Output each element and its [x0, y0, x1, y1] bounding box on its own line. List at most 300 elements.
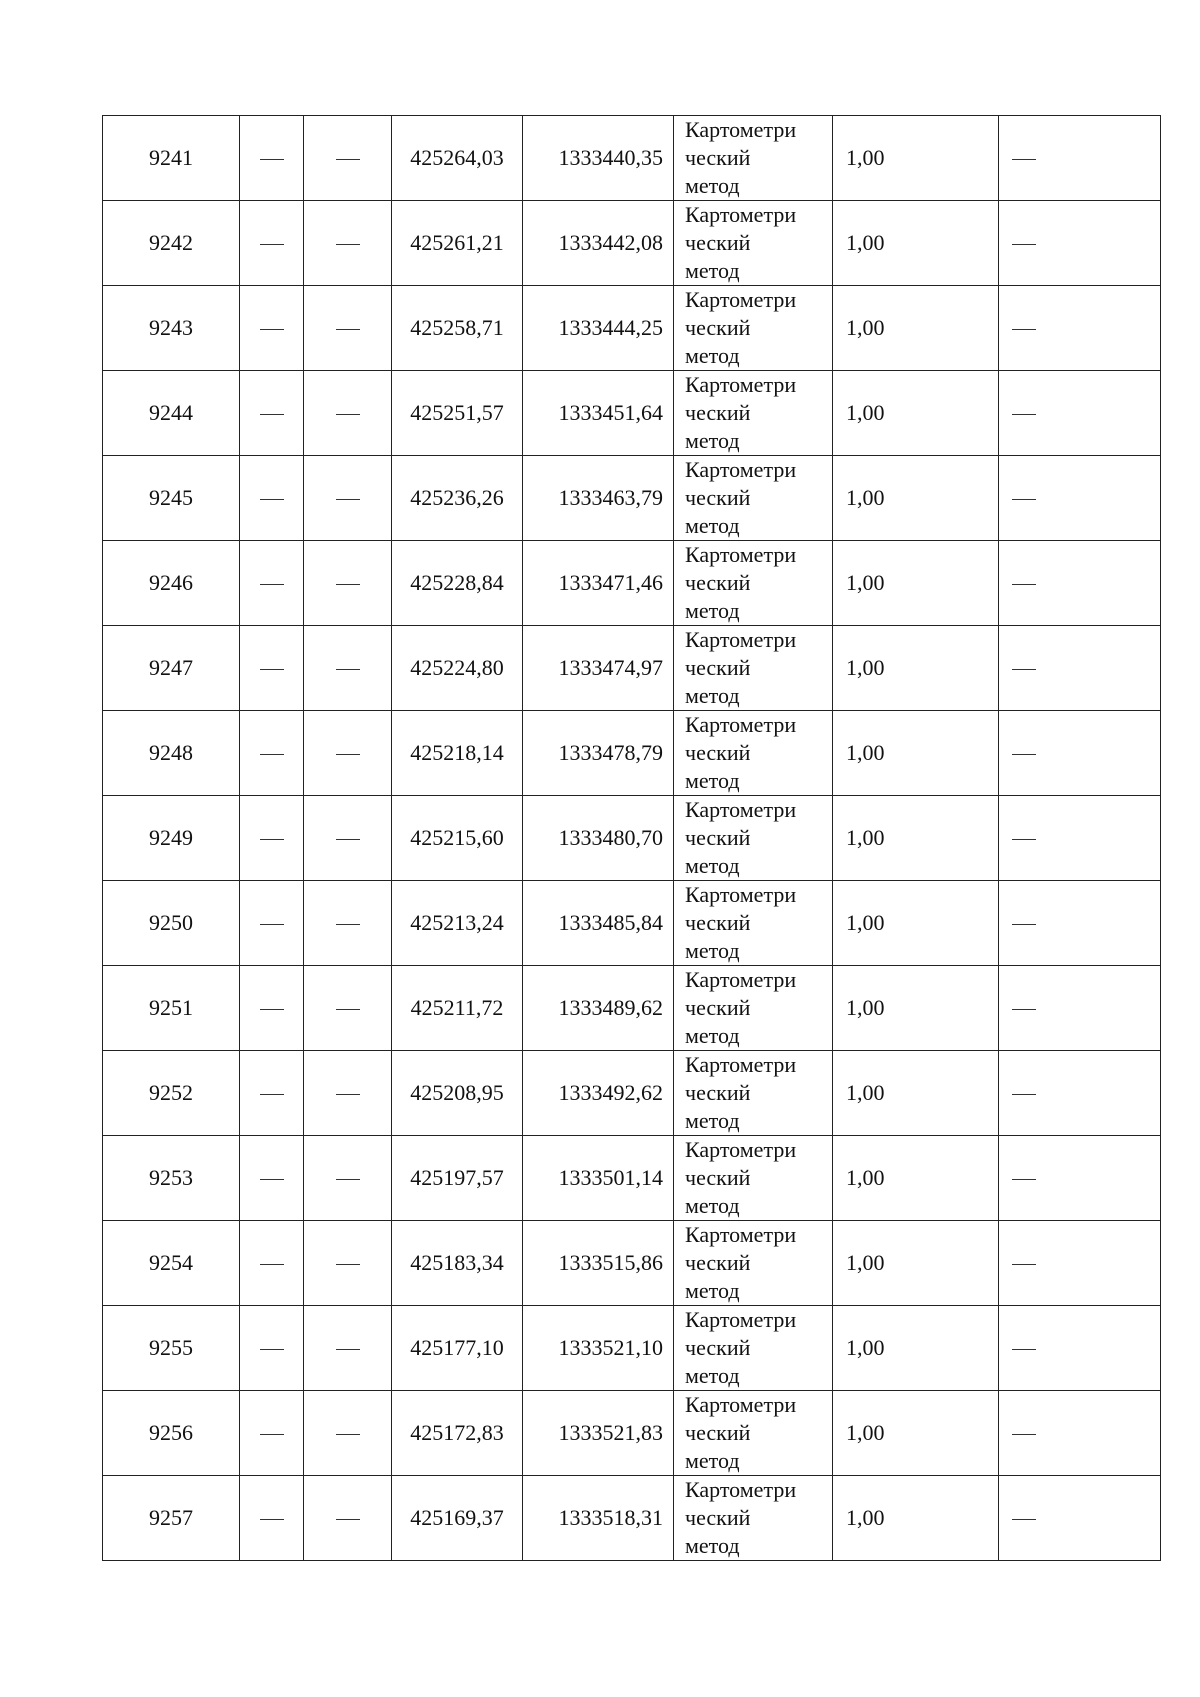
x-coordinate-cell [392, 1391, 523, 1476]
empty-cell-2 [240, 1476, 304, 1561]
point-number: 9248 [149, 740, 193, 765]
dash-text [360, 654, 361, 655]
accuracy-cell [833, 1051, 999, 1136]
point-number-cell [103, 626, 240, 711]
method-cell [674, 456, 833, 541]
accuracy-cell [833, 541, 999, 626]
dash-value [336, 910, 360, 935]
y-coordinate-cell [523, 456, 674, 541]
method-line: Картометри [685, 1222, 797, 1247]
point-number-cell [103, 1306, 240, 1391]
dash-mark [260, 159, 284, 160]
method-line: ческий [685, 995, 751, 1020]
dash-mark [336, 669, 360, 670]
empty-cell-2 [240, 1051, 304, 1136]
dash-value [1012, 910, 1036, 935]
dash-text [284, 824, 285, 825]
y-coordinate-cell [523, 1051, 674, 1136]
dash-text [360, 824, 361, 825]
method-line: Картометри [685, 967, 797, 992]
point-number: 9249 [149, 825, 193, 850]
accuracy-cell [833, 286, 999, 371]
table-row [103, 796, 1161, 881]
method-line: метод [685, 258, 740, 283]
accuracy-value: 1,00 [846, 1335, 885, 1360]
accuracy-cell [833, 1306, 999, 1391]
y-coordinate: 1333474,97 [558, 655, 663, 680]
empty-cell-2 [240, 1221, 304, 1306]
method-line: Картометри [685, 542, 797, 567]
accuracy-value: 1,00 [846, 740, 885, 765]
method-line: ческий [685, 315, 751, 340]
method-line: Картометри [685, 1477, 797, 1502]
method-line: метод [685, 683, 740, 708]
accuracy-value: 1,00 [846, 825, 885, 850]
x-coordinate-cell [392, 456, 523, 541]
dash-mark [260, 1434, 284, 1435]
dash-value [260, 145, 284, 170]
point-number: 9244 [149, 400, 193, 425]
dash-mark [336, 244, 360, 245]
accuracy-cell [833, 1391, 999, 1476]
dash-mark [260, 499, 284, 500]
x-coordinate-cell [392, 966, 523, 1051]
table-row [103, 116, 1161, 201]
method-line: Картометри [685, 287, 797, 312]
method-line: ческий [685, 1420, 751, 1445]
point-number-cell [103, 201, 240, 286]
y-coordinate: 1333492,62 [558, 1080, 663, 1105]
dash-mark [1012, 499, 1036, 500]
dash-text [1036, 1334, 1037, 1335]
empty-cell-2 [240, 711, 304, 796]
dash-value [260, 825, 284, 850]
y-coordinate-cell [523, 541, 674, 626]
dash-mark [336, 1434, 360, 1435]
dash-text [1036, 144, 1037, 145]
method-line: метод [685, 1363, 740, 1388]
y-coordinate-cell [523, 966, 674, 1051]
point-number-cell [103, 371, 240, 456]
empty-cell-3 [304, 286, 392, 371]
accuracy-cell [833, 1476, 999, 1561]
empty-cell-2 [240, 116, 304, 201]
table-row [103, 201, 1161, 286]
y-coordinate: 1333463,79 [558, 485, 663, 510]
dash-value [260, 1080, 284, 1105]
accuracy-cell [833, 711, 999, 796]
method-line: метод [685, 768, 740, 793]
table-row [103, 881, 1161, 966]
method-line: ческий [685, 570, 751, 595]
y-coordinate-cell [523, 881, 674, 966]
empty-cell-2 [240, 286, 304, 371]
dash-value [1012, 485, 1036, 510]
accuracy-value: 1,00 [846, 910, 885, 935]
method-cell [674, 286, 833, 371]
accuracy-value: 1,00 [846, 485, 885, 510]
method-line: ческий [685, 1080, 751, 1105]
empty-cell-3 [304, 1221, 392, 1306]
dash-mark [336, 1349, 360, 1350]
dash-value [336, 570, 360, 595]
point-number: 9247 [149, 655, 193, 680]
dash-value [1012, 825, 1036, 850]
point-number: 9245 [149, 485, 193, 510]
accuracy-cell [833, 456, 999, 541]
method-cell [674, 1306, 833, 1391]
y-coordinate-cell [523, 1476, 674, 1561]
accuracy-cell [833, 1136, 999, 1221]
empty-cell-8 [999, 711, 1161, 796]
dash-value [336, 315, 360, 340]
empty-cell-2 [240, 201, 304, 286]
dash-mark [260, 924, 284, 925]
accuracy-value: 1,00 [846, 995, 885, 1020]
method-line: метод [685, 1533, 740, 1558]
empty-cell-8 [999, 116, 1161, 201]
empty-cell-3 [304, 456, 392, 541]
dash-mark [1012, 924, 1036, 925]
empty-cell-3 [304, 966, 392, 1051]
method-cell [674, 881, 833, 966]
empty-cell-8 [999, 1391, 1161, 1476]
x-coordinate: 425236,26 [410, 485, 504, 510]
method-cell [674, 1221, 833, 1306]
method-cell [674, 1136, 833, 1221]
accuracy-cell [833, 371, 999, 456]
dash-text [360, 144, 361, 145]
coordinates-table [102, 115, 1161, 1561]
dash-text [1036, 824, 1037, 825]
dash-text [1036, 484, 1037, 485]
empty-cell-8 [999, 371, 1161, 456]
dash-value [260, 230, 284, 255]
point-number: 9257 [149, 1505, 193, 1530]
dash-mark [336, 414, 360, 415]
method-cell [674, 371, 833, 456]
dash-mark [1012, 754, 1036, 755]
dash-text [284, 484, 285, 485]
dash-text [284, 1249, 285, 1250]
y-coordinate: 1333515,86 [558, 1250, 663, 1275]
dash-mark [1012, 414, 1036, 415]
method-line: метод [685, 938, 740, 963]
empty-cell-3 [304, 541, 392, 626]
dash-text [1036, 1504, 1037, 1505]
dash-value [1012, 1250, 1036, 1275]
dash-mark [336, 1009, 360, 1010]
accuracy-cell [833, 796, 999, 881]
dash-value [336, 1165, 360, 1190]
accuracy-value: 1,00 [846, 1250, 885, 1275]
point-number-cell [103, 116, 240, 201]
dash-text [1036, 1249, 1037, 1250]
dash-text [284, 1334, 285, 1335]
point-number: 9246 [149, 570, 193, 595]
y-coordinate: 1333451,64 [558, 400, 663, 425]
dash-text [360, 1334, 361, 1335]
dash-value [260, 315, 284, 340]
dash-mark [1012, 1519, 1036, 1520]
empty-cell-8 [999, 286, 1161, 371]
method-cell [674, 116, 833, 201]
method-line: ческий [685, 655, 751, 680]
method-line: ческий [685, 1165, 751, 1190]
x-coordinate: 425172,83 [410, 1420, 504, 1445]
dash-mark [336, 1519, 360, 1520]
dash-mark [1012, 329, 1036, 330]
dash-value [260, 1335, 284, 1360]
point-number-cell [103, 456, 240, 541]
method-cell [674, 711, 833, 796]
dash-text [360, 1419, 361, 1420]
point-number-cell [103, 1051, 240, 1136]
accuracy-value: 1,00 [846, 1080, 885, 1105]
method-line: ческий [685, 825, 751, 850]
x-coordinate: 425213,24 [410, 910, 504, 935]
dash-text [1036, 569, 1037, 570]
method-line: метод [685, 1193, 740, 1218]
empty-cell-3 [304, 1306, 392, 1391]
dash-value [336, 740, 360, 765]
dash-value [336, 1080, 360, 1105]
y-coordinate: 1333440,35 [558, 145, 663, 170]
accuracy-cell [833, 626, 999, 711]
x-coordinate: 425218,14 [410, 740, 504, 765]
y-coordinate: 1333489,62 [558, 995, 663, 1020]
method-cell [674, 201, 833, 286]
method-line: Картометри [685, 1052, 797, 1077]
empty-cell-8 [999, 881, 1161, 966]
dash-text [284, 739, 285, 740]
dash-value [1012, 570, 1036, 595]
method-line: Картометри [685, 372, 797, 397]
dash-value [1012, 740, 1036, 765]
method-line: ческий [685, 230, 751, 255]
dash-mark [1012, 159, 1036, 160]
x-coordinate: 425211,72 [410, 995, 504, 1020]
y-coordinate-cell [523, 116, 674, 201]
empty-cell-2 [240, 541, 304, 626]
empty-cell-8 [999, 1306, 1161, 1391]
dash-text [1036, 314, 1037, 315]
dash-mark [260, 584, 284, 585]
point-number-cell [103, 1391, 240, 1476]
empty-cell-8 [999, 456, 1161, 541]
x-coordinate-cell [392, 626, 523, 711]
accuracy-cell [833, 1221, 999, 1306]
x-coordinate: 425264,03 [410, 145, 504, 170]
x-coordinate-cell [392, 711, 523, 796]
dash-text [360, 399, 361, 400]
method-line: метод [685, 1278, 740, 1303]
dash-value [1012, 1420, 1036, 1445]
x-coordinate-cell [392, 371, 523, 456]
dash-mark [1012, 1434, 1036, 1435]
method-line: Картометри [685, 202, 797, 227]
point-number-cell [103, 711, 240, 796]
x-coordinate-cell [392, 286, 523, 371]
method-line: метод [685, 173, 740, 198]
dash-mark [336, 499, 360, 500]
empty-cell-3 [304, 881, 392, 966]
method-line: метод [685, 428, 740, 453]
dash-mark [336, 1179, 360, 1180]
empty-cell-2 [240, 1391, 304, 1476]
method-line: метод [685, 1023, 740, 1048]
table-row [103, 1391, 1161, 1476]
method-line: метод [685, 513, 740, 538]
dash-mark [336, 839, 360, 840]
y-coordinate-cell [523, 1391, 674, 1476]
dash-mark [260, 1349, 284, 1350]
dash-value [1012, 315, 1036, 340]
dash-text [360, 229, 361, 230]
point-number: 9250 [149, 910, 193, 935]
dash-value [336, 655, 360, 680]
dash-value [260, 400, 284, 425]
dash-value [336, 1335, 360, 1360]
y-coordinate-cell [523, 796, 674, 881]
empty-cell-8 [999, 966, 1161, 1051]
x-coordinate-cell [392, 881, 523, 966]
method-line: Картометри [685, 1137, 797, 1162]
dash-value [336, 825, 360, 850]
dash-value [1012, 995, 1036, 1020]
dash-text [1036, 399, 1037, 400]
method-line: метод [685, 1108, 740, 1133]
dash-value [1012, 1080, 1036, 1105]
accuracy-cell [833, 201, 999, 286]
empty-cell-3 [304, 371, 392, 456]
x-coordinate-cell [392, 1221, 523, 1306]
empty-cell-2 [240, 881, 304, 966]
point-number: 9251 [149, 995, 193, 1020]
dash-mark [336, 1264, 360, 1265]
x-coordinate-cell [392, 1306, 523, 1391]
x-coordinate-cell [392, 1476, 523, 1561]
y-coordinate-cell [523, 371, 674, 456]
table-row [103, 1051, 1161, 1136]
empty-cell-3 [304, 116, 392, 201]
dash-value [1012, 400, 1036, 425]
dash-mark [1012, 669, 1036, 670]
empty-cell-3 [304, 1136, 392, 1221]
dash-value [1012, 1335, 1036, 1360]
empty-cell-2 [240, 966, 304, 1051]
point-number: 9256 [149, 1420, 193, 1445]
accuracy-value: 1,00 [846, 1505, 885, 1530]
empty-cell-2 [240, 626, 304, 711]
dash-mark [336, 924, 360, 925]
dash-mark [336, 1094, 360, 1095]
dash-value [260, 485, 284, 510]
y-coordinate: 1333442,08 [558, 230, 663, 255]
accuracy-value: 1,00 [846, 655, 885, 680]
empty-cell-2 [240, 1136, 304, 1221]
y-coordinate-cell [523, 711, 674, 796]
point-number: 9253 [149, 1165, 193, 1190]
dash-mark [1012, 1264, 1036, 1265]
y-coordinate: 1333518,31 [558, 1505, 663, 1530]
dash-value [336, 400, 360, 425]
table-row [103, 1306, 1161, 1391]
dash-mark [1012, 1179, 1036, 1180]
dash-value [260, 570, 284, 595]
y-coordinate: 1333521,10 [558, 1335, 663, 1360]
x-coordinate-cell [392, 1136, 523, 1221]
dash-text [1036, 994, 1037, 995]
dash-mark [1012, 584, 1036, 585]
dash-text [1036, 229, 1037, 230]
x-coordinate: 425215,60 [410, 825, 504, 850]
accuracy-value: 1,00 [846, 145, 885, 170]
accuracy-value: 1,00 [846, 400, 885, 425]
empty-cell-2 [240, 796, 304, 881]
y-coordinate: 1333485,84 [558, 910, 663, 935]
dash-text [1036, 1164, 1037, 1165]
method-line: метод [685, 343, 740, 368]
x-coordinate: 425197,57 [410, 1165, 504, 1190]
empty-cell-8 [999, 1136, 1161, 1221]
x-coordinate: 425224,80 [410, 655, 504, 680]
x-coordinate: 425251,57 [410, 400, 504, 425]
dash-mark [260, 1519, 284, 1520]
empty-cell-8 [999, 626, 1161, 711]
dash-text [360, 1249, 361, 1250]
y-coordinate: 1333444,25 [558, 315, 663, 340]
y-coordinate-cell [523, 286, 674, 371]
point-number-cell [103, 286, 240, 371]
empty-cell-2 [240, 371, 304, 456]
empty-cell-3 [304, 626, 392, 711]
x-coordinate: 425208,95 [410, 1080, 504, 1105]
method-line: Картометри [685, 117, 797, 142]
method-line: ческий [685, 910, 751, 935]
dash-value [260, 655, 284, 680]
table-row [103, 286, 1161, 371]
dash-text [284, 229, 285, 230]
point-number-cell [103, 541, 240, 626]
empty-cell-3 [304, 796, 392, 881]
dash-text [360, 1079, 361, 1080]
accuracy-cell [833, 881, 999, 966]
accuracy-value: 1,00 [846, 1420, 885, 1445]
method-line: Картометри [685, 1392, 797, 1417]
dash-text [1036, 739, 1037, 740]
dash-value [260, 1250, 284, 1275]
y-coordinate: 1333478,79 [558, 740, 663, 765]
table-row [103, 1476, 1161, 1561]
dash-mark [1012, 244, 1036, 245]
coordinates-table-body [103, 116, 1161, 1561]
empty-cell-8 [999, 1476, 1161, 1561]
dash-value [1012, 145, 1036, 170]
method-cell [674, 1391, 833, 1476]
dash-value [260, 910, 284, 935]
point-number: 9255 [149, 1335, 193, 1360]
empty-cell-3 [304, 201, 392, 286]
x-coordinate: 425228,84 [410, 570, 504, 595]
dash-value [336, 1505, 360, 1530]
accuracy-value: 1,00 [846, 1165, 885, 1190]
dash-value [1012, 1505, 1036, 1530]
method-line: Картометри [685, 1307, 797, 1332]
empty-cell-8 [999, 541, 1161, 626]
table-row [103, 371, 1161, 456]
y-coordinate-cell [523, 201, 674, 286]
